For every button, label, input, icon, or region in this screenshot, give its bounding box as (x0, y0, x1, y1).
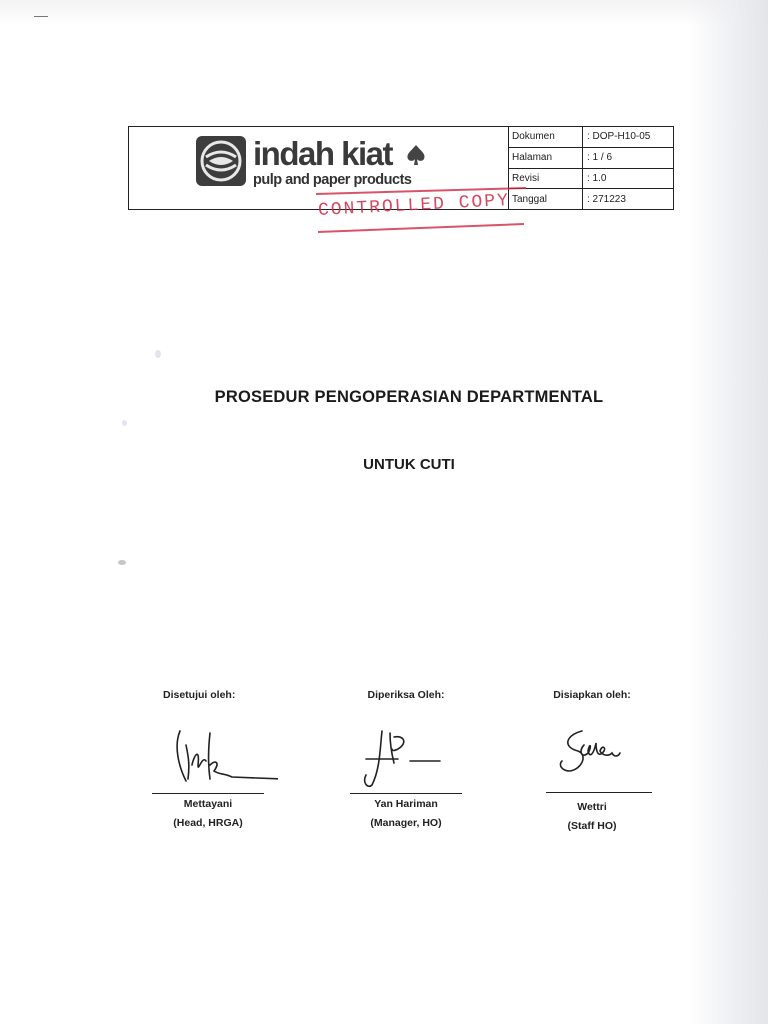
meta-label: Dokumen (509, 127, 583, 147)
signer-name: Wettri (577, 801, 607, 813)
spade-leaf-icon (405, 143, 427, 167)
signature-line (152, 793, 264, 794)
signature-mettayani-icon (138, 725, 278, 795)
signature-role: Disiapkan oleh: (553, 689, 631, 701)
signature-wettri-icon (522, 725, 662, 795)
meta-label: Halaman (509, 148, 583, 168)
signer-name: Yan Hariman (374, 798, 438, 810)
signer-position: (Head, HRGA) (173, 817, 243, 829)
company-name: indah kiat (253, 135, 393, 172)
controlled-copy-stamp (314, 186, 534, 236)
signature-line (546, 792, 652, 793)
signer-name: Mettayani (183, 798, 233, 810)
meta-label: Tanggal (509, 189, 583, 209)
scan-mark (34, 16, 48, 17)
scan-shadow-top (0, 0, 768, 26)
document-title: PROSEDUR PENGOPERASIAN DEPARTMENTAL (214, 388, 604, 406)
signature-role: Disetujui oleh: (163, 689, 236, 701)
scan-speck (118, 560, 126, 565)
document-subtitle: UNTUK CUTI (363, 456, 455, 473)
scan-shadow-right (688, 0, 768, 1024)
meta-row-halaman (509, 148, 673, 169)
signature-line (350, 793, 462, 794)
signer-position: (Manager, HO) (370, 817, 442, 829)
scan-speck (122, 420, 127, 426)
meta-value: : 271223 (587, 193, 626, 205)
signer-position: (Staff HO) (567, 820, 617, 832)
meta-value: : 1 / 6 (587, 152, 613, 164)
stamp-text: CONTROLLED COPY (317, 190, 511, 222)
meta-value: : 1.0 (587, 172, 607, 184)
meta-label: Revisi (509, 169, 583, 189)
meta-value: : DOP-H10-05 (587, 131, 651, 143)
company-emblem-icon (195, 135, 247, 187)
meta-row-dokumen (509, 127, 673, 148)
company-tagline: pulp and paper products (253, 172, 412, 188)
scan-speck (155, 350, 161, 358)
signature-role: Diperiksa Oleh: (367, 689, 445, 701)
signature-yan-hariman-icon (336, 725, 476, 795)
